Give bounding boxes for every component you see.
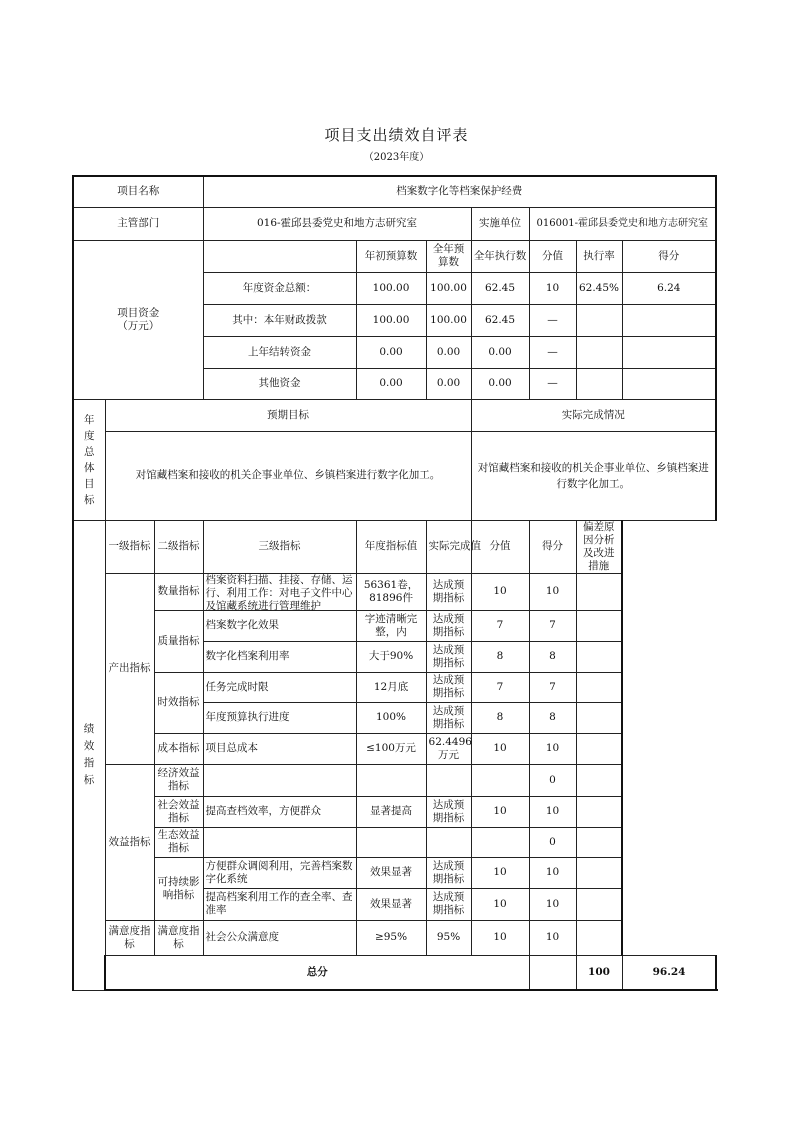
funds-row-score: 6.24 <box>622 272 716 304</box>
indicator-row <box>73 796 716 827</box>
funds-row-exec: 0.00 <box>471 336 529 368</box>
funds-header-score-value: 分值 <box>529 240 576 272</box>
indicator-actual: 达成预期指标 <box>426 857 471 888</box>
indicator-header-row <box>73 520 716 573</box>
indicator-actual: 达成预期指标 <box>426 610 471 641</box>
funds-header-rate: 执行率 <box>576 240 622 272</box>
indicators-section-label <box>73 520 105 990</box>
funds-row-exec: 62.45 <box>471 304 529 336</box>
indicator-actual: 达成预期指标 <box>426 573 471 610</box>
indicator-score: 10 <box>529 888 576 920</box>
funds-row-score <box>622 368 716 399</box>
funds-row-init: 0.00 <box>356 368 426 399</box>
header-level3: 三级指标 <box>203 520 356 573</box>
indicator-l2: 生态效益指标 <box>154 827 203 857</box>
indicator-l2: 社会效益指标 <box>154 796 203 827</box>
annual-goal-row <box>73 431 716 520</box>
dept-value: 016-霍邱县委党史和地方志研究室 <box>203 207 471 240</box>
header-level2: 二级指标 <box>154 520 203 573</box>
indicator-reason <box>576 733 622 764</box>
funds-label-line2: （万元） <box>117 319 160 332</box>
funds-label-cell <box>73 240 203 399</box>
impl-value: 016001-霍邱县委党史和地方志研究室 <box>529 207 716 240</box>
funds-row-init: 100.00 <box>356 304 426 336</box>
indicator-reason <box>576 702 622 733</box>
funds-row-init: 0.00 <box>356 336 426 368</box>
funds-row-label: 上年结转资金 <box>203 336 356 368</box>
indicator-score-value: 10 <box>471 796 529 827</box>
funds-row-score-value: — <box>529 336 576 368</box>
indicator-reason <box>576 610 622 641</box>
funds-header-row <box>73 240 716 272</box>
expected-goal-text: 对馆藏档案和接收的机关企事业单位、乡镇档案进行数字化加工。 <box>105 431 471 520</box>
header-score-value: 分值 <box>471 520 529 573</box>
indicator-score-value <box>471 827 529 857</box>
indicator-actual: 达成预期指标 <box>426 641 471 672</box>
indicator-target <box>356 827 426 857</box>
indicator-reason <box>576 672 622 702</box>
funds-row-score-value: — <box>529 304 576 336</box>
indicator-score-value: 10 <box>471 733 529 764</box>
indicator-actual <box>426 827 471 857</box>
indicator-score: 10 <box>529 796 576 827</box>
annual-goal-label <box>73 399 105 520</box>
funds-header-score: 得分 <box>622 240 716 272</box>
indicator-l3: 方便群众调阅利用，完善档案数字化系统 <box>203 857 356 888</box>
performance-table <box>72 175 717 991</box>
funds-row-exec: 62.45 <box>471 272 529 304</box>
header-target: 年度指标值 <box>356 520 426 573</box>
funds-label-line1: 项目资金 <box>117 306 160 319</box>
indicator-actual: 95% <box>426 920 471 955</box>
funds-row-score <box>622 304 716 336</box>
indicator-actual: 达成预期指标 <box>426 888 471 920</box>
indicator-score-value: 8 <box>471 702 529 733</box>
funds-row-score <box>622 336 716 368</box>
indicators-section-text: 绩效指标 <box>83 723 95 786</box>
indicator-reason <box>576 764 622 796</box>
indicator-score-value: 10 <box>471 888 529 920</box>
indicator-l3 <box>203 573 356 610</box>
indicator-l2: 满意度指标 <box>154 920 203 955</box>
indicator-target: 显著提高 <box>356 796 426 827</box>
impl-label: 实施单位 <box>471 207 529 240</box>
indicator-score: 0 <box>529 827 576 857</box>
page-title: 项目支出绩效自评表 <box>324 126 469 144</box>
indicator-score-value: 7 <box>471 672 529 702</box>
indicator-score-value: 10 <box>471 857 529 888</box>
funds-header-init: 年初预算数 <box>356 240 426 272</box>
header-reason: 偏差原因分析及改进措施 <box>576 520 622 573</box>
indicator-row <box>73 573 716 610</box>
header-level1: 一级指标 <box>105 520 154 573</box>
indicator-score: 7 <box>529 672 576 702</box>
funds-row-label: 其他资金 <box>203 368 356 399</box>
total-row <box>73 955 716 990</box>
department-row <box>73 207 716 240</box>
indicator-score: 7 <box>529 610 576 641</box>
indicator-actual: 达成预期指标 <box>426 702 471 733</box>
indicator-score: 10 <box>529 733 576 764</box>
indicator-target: 字迹清晰完整，内 <box>356 610 426 641</box>
expected-goal-header: 预期目标 <box>105 399 471 431</box>
indicator-reason <box>576 888 622 920</box>
indicator-l2: 数量指标 <box>154 573 203 610</box>
funds-header-exec: 全年执行数 <box>471 240 529 272</box>
project-name-row <box>73 176 716 207</box>
indicator-actual: 达成预期指标 <box>426 672 471 702</box>
indicator-score-value: 10 <box>471 920 529 955</box>
indicator-actual: 62.4496万元 <box>426 733 471 764</box>
indicator-reason <box>576 920 622 955</box>
indicator-row <box>73 764 716 796</box>
indicator-l3: 任务完成时限 <box>203 672 356 702</box>
indicator-score: 0 <box>529 764 576 796</box>
indicator-target: 大于90% <box>356 641 426 672</box>
funds-row-rate <box>576 304 622 336</box>
indicator-reason <box>576 573 622 610</box>
indicator-actual: 达成预期指标 <box>426 796 471 827</box>
funds-row-score-value: 10 <box>529 272 576 304</box>
funds-row-budget: 0.00 <box>426 336 471 368</box>
indicator-l2: 可持续影响指标 <box>154 857 203 920</box>
indicator-l3: 年度预算执行进度 <box>203 702 356 733</box>
indicator-l2: 质量指标 <box>154 610 203 672</box>
group-benefit: 效益指标 <box>105 764 154 920</box>
indicator-score: 8 <box>529 702 576 733</box>
indicator-row <box>73 827 716 857</box>
indicator-l3: 项目总成本 <box>203 733 356 764</box>
funds-row-rate: 62.45% <box>576 272 622 304</box>
project-name-label: 项目名称 <box>73 176 203 207</box>
indicator-row <box>73 672 716 702</box>
group-satisfaction: 满意度指标 <box>105 920 154 955</box>
total-blank <box>529 955 576 990</box>
funds-row-init: 100.00 <box>356 272 426 304</box>
indicator-l3: 社会公众满意度 <box>203 920 356 955</box>
indicator-reason <box>576 796 622 827</box>
indicator-score: 10 <box>529 857 576 888</box>
indicator-target: 56361卷，81896件 <box>356 573 426 610</box>
indicator-score-value <box>471 764 529 796</box>
indicator-l3 <box>203 764 356 796</box>
project-name-value: 档案数字化等档案保护经费 <box>203 176 716 207</box>
indicator-target: ≥95% <box>356 920 426 955</box>
indicator-l3: 数字化档案利用率 <box>203 641 356 672</box>
indicator-actual <box>426 764 471 796</box>
indicator-score-value: 7 <box>471 610 529 641</box>
indicator-reason <box>576 857 622 888</box>
indicator-l2: 成本指标 <box>154 733 203 764</box>
funds-header-budget: 全年预算数 <box>426 240 471 272</box>
indicator-target: 效果显著 <box>356 888 426 920</box>
group-output: 产出指标 <box>105 573 154 764</box>
indicator-l3: 提高档案利用工作的查全率、查准率 <box>203 888 356 920</box>
indicator-score-value: 10 <box>471 573 529 610</box>
funds-row-budget: 100.00 <box>426 304 471 336</box>
indicator-reason <box>576 641 622 672</box>
funds-row-label: 年度资金总额： <box>203 272 356 304</box>
indicator-score-value: 8 <box>471 641 529 672</box>
indicator-l3-text: 档案资料扫描、挂接、存储、运行、利用工作：对电子文件中心及馆藏系统进行管理维护 <box>205 573 353 612</box>
indicator-target: ≤100万元 <box>356 733 426 764</box>
indicator-row <box>73 920 716 955</box>
indicator-score: 10 <box>529 920 576 955</box>
indicator-row <box>73 733 716 764</box>
indicator-row <box>73 857 716 888</box>
total-score-value: 100 <box>576 955 622 990</box>
total-label: 总分 <box>105 955 529 990</box>
funds-row-exec: 0.00 <box>471 368 529 399</box>
funds-row-budget: 0.00 <box>426 368 471 399</box>
indicator-score: 8 <box>529 641 576 672</box>
annual-goal-label-text: 年度总体目标 <box>84 413 95 506</box>
funds-header-blank <box>203 240 356 272</box>
funds-row-label: 其中：本年财政拨款 <box>203 304 356 336</box>
funds-row-rate <box>576 368 622 399</box>
indicator-reason <box>576 827 622 857</box>
indicator-target: 效果显著 <box>356 857 426 888</box>
indicator-target: 12月底 <box>356 672 426 702</box>
funds-row-score-value: — <box>529 368 576 399</box>
indicator-l2: 时效指标 <box>154 672 203 733</box>
actual-goal-header: 实际完成情况 <box>471 399 716 431</box>
funds-row-budget: 100.00 <box>426 272 471 304</box>
indicator-l3: 档案数字化效果 <box>203 610 356 641</box>
header-score: 得分 <box>529 520 576 573</box>
total-score: 96.24 <box>622 955 716 990</box>
dept-label: 主管部门 <box>73 207 203 240</box>
indicator-target <box>356 764 426 796</box>
indicator-score: 10 <box>529 573 576 610</box>
indicator-l2: 经济效益指标 <box>154 764 203 796</box>
indicator-target: 100% <box>356 702 426 733</box>
indicator-row <box>73 610 716 641</box>
indicator-l3: 提高查档效率，方便群众 <box>203 796 356 827</box>
actual-goal-text: 对馆藏档案和接收的机关企事业单位、乡镇档案进行数字化加工。 <box>471 431 716 520</box>
funds-row-rate <box>576 336 622 368</box>
indicator-l3 <box>203 827 356 857</box>
page-subtitle: （2023年度） <box>363 152 430 163</box>
annual-goal-header-row <box>73 399 716 431</box>
header-actual: 实际完成值 <box>426 520 471 573</box>
